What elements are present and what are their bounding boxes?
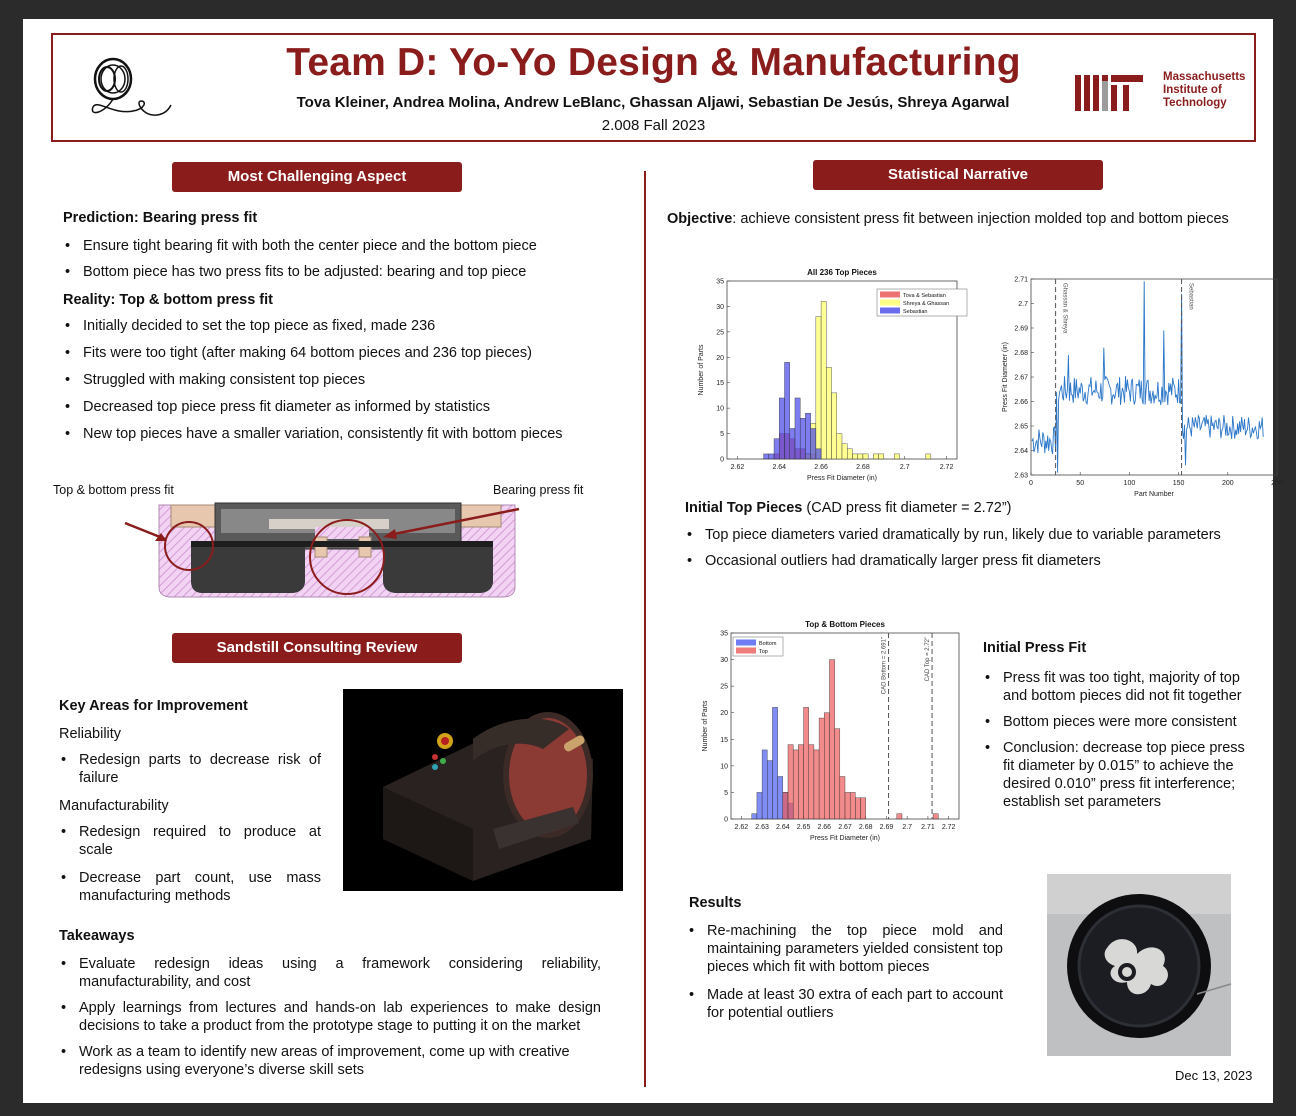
y-tick-label: 10 bbox=[720, 763, 728, 771]
histogram-bar bbox=[835, 729, 840, 819]
histogram-bar bbox=[926, 454, 931, 459]
x-tick-label: 2.66 bbox=[817, 824, 832, 831]
mit-line-2: Institute of bbox=[1163, 84, 1222, 96]
histogram-top-bottom-pieces bbox=[671, 603, 967, 851]
histogram-bar bbox=[804, 707, 809, 819]
x-tick-label: 2.64 bbox=[776, 824, 790, 831]
legend-swatch bbox=[880, 300, 900, 306]
histogram-bar bbox=[816, 317, 821, 459]
y-tick-label: 5 bbox=[724, 789, 728, 797]
legend-label: Shreya & Ghassan bbox=[903, 301, 950, 307]
objective-label: Objective bbox=[667, 211, 733, 227]
takeaways-heading: Takeaways bbox=[59, 928, 135, 944]
x-tick-label: 2.68 bbox=[858, 824, 873, 831]
list-item: • Bottom pieces were more consistent bbox=[983, 713, 1257, 731]
mit-wordmark bbox=[1163, 71, 1245, 110]
list-item: • Evaluate redesign ideas using a framework considering reliability, manufacturability, and cost bbox=[59, 955, 601, 991]
histogram-bar bbox=[861, 798, 866, 819]
x-tick-label: 2.72 bbox=[939, 464, 954, 471]
x-tick-label: 250 bbox=[1271, 480, 1283, 487]
histogram-bar bbox=[814, 750, 819, 819]
histogram-bar bbox=[785, 362, 790, 459]
histogram-bar bbox=[852, 454, 857, 459]
histogram-bar bbox=[764, 454, 769, 459]
histogram-bar bbox=[855, 798, 860, 819]
histogram-bar bbox=[778, 776, 783, 819]
histogram-bar bbox=[767, 761, 772, 819]
reality-list bbox=[63, 317, 633, 443]
histogram-bar bbox=[788, 745, 793, 819]
y-tick-label: 5 bbox=[720, 431, 724, 439]
histogram-bar bbox=[894, 454, 899, 459]
list-item: • Work as a team to identify new areas of improvement, come up with creative redesigns using everyone’s diverse skill sets bbox=[59, 1043, 601, 1079]
histogram-bar bbox=[798, 745, 803, 819]
histogram-bar bbox=[845, 792, 850, 819]
chart-title: Top & Bottom Pieces bbox=[805, 620, 885, 629]
initial-top-heading: Initial Top Pieces bbox=[685, 500, 803, 516]
list-item: • Occasional outliers had dramatically larger press fit diameters bbox=[685, 552, 1265, 570]
y-tick-label: 2.65 bbox=[1014, 423, 1028, 431]
histogram-bar bbox=[897, 814, 902, 819]
banner-consulting bbox=[172, 633, 462, 663]
yoyo-product-photo bbox=[1047, 874, 1231, 1056]
histogram-bar bbox=[933, 814, 938, 819]
x-tick-label: 2.67 bbox=[838, 824, 852, 831]
list-item: • Redesign parts to decrease risk of failure bbox=[59, 751, 321, 787]
list-item: • Conclusion: decrease top piece press fit diameter by 0.015” to achieve the desired 0.010” press fit interference; establish set parameters bbox=[983, 739, 1257, 811]
list-item: • Re-machining the top piece mold and maintaining parameters yielded consistent top pieces which fit with bottom pieces bbox=[687, 922, 1003, 976]
reliability-list bbox=[59, 751, 321, 787]
y-tick-label: 2.66 bbox=[1014, 399, 1028, 406]
x-tick-label: 2.68 bbox=[856, 464, 870, 471]
list-item: • Apply learnings from lectures and hands-on lab experiences to make design decisions to take a product from the prototype stage to putting it on the market bbox=[59, 999, 601, 1035]
y-tick-label: 35 bbox=[720, 630, 728, 638]
legend-label: Tova & Sebastian bbox=[903, 293, 946, 299]
x-axis-label: Part Number bbox=[1134, 491, 1174, 498]
x-tick-label: 2.7 bbox=[902, 824, 913, 831]
legend-label: Sebastian bbox=[903, 309, 928, 315]
label-bearing-press-fit: Bearing press fit bbox=[493, 483, 584, 497]
run-label: Ghassan & Shreya bbox=[1061, 283, 1068, 334]
list-item: • Fits were too tight (after making 64 bottom pieces and 236 top pieces) bbox=[63, 344, 633, 362]
list-item: • New top pieces have a smaller variation, consistently fit with bottom pieces bbox=[63, 425, 633, 443]
objective-text: : achieve consistent press fit between injection molded top and bottom pieces bbox=[732, 211, 1229, 227]
x-tick-label: 2.63 bbox=[755, 824, 769, 831]
histogram-bar bbox=[826, 367, 831, 459]
histogram-bar bbox=[829, 660, 834, 819]
histogram-bar bbox=[800, 418, 805, 459]
y-tick-label: 25 bbox=[716, 329, 724, 337]
reality-heading: Reality: Top & bottom press fit bbox=[63, 292, 273, 308]
histogram-bar bbox=[858, 454, 863, 459]
histogram-bar bbox=[863, 454, 868, 459]
histogram-bar bbox=[779, 398, 784, 459]
x-axis-label: Press Fit Diameter (in) bbox=[809, 835, 881, 842]
histogram-bar bbox=[821, 301, 826, 459]
y-tick-label: 30 bbox=[720, 657, 728, 665]
histogram-bar bbox=[769, 454, 774, 459]
y-tick-label: 2.63 bbox=[1014, 472, 1028, 480]
histogram-bar bbox=[879, 454, 884, 459]
x-tick-label: 2.62 bbox=[730, 464, 745, 471]
initial-top-note: (CAD press fit diameter = 2.72”) bbox=[802, 500, 1012, 516]
poster-header bbox=[51, 33, 1256, 142]
y-tick-label: 0 bbox=[724, 816, 728, 824]
x-tick-label: 2.66 bbox=[814, 464, 828, 471]
press-fit-heading: Initial Press Fit bbox=[983, 640, 1087, 656]
histogram-bar bbox=[774, 439, 779, 459]
y-tick-label: 20 bbox=[716, 354, 724, 362]
histogram-bar bbox=[795, 398, 800, 459]
histogram-bar bbox=[811, 428, 816, 459]
poster-title: Team D: Yo-Yo Design & Manufacturing bbox=[286, 41, 1021, 84]
y-axis-label: Number of Parts bbox=[698, 344, 705, 396]
y-tick-label: 35 bbox=[716, 278, 724, 286]
y-tick-label: 10 bbox=[716, 405, 724, 413]
histogram-bar bbox=[783, 792, 788, 819]
histogram-bar bbox=[790, 428, 795, 459]
reference-line-label: CAD Bottom = 2.691” bbox=[881, 637, 888, 695]
histogram-bar bbox=[847, 449, 852, 459]
initial-top-line bbox=[685, 499, 1012, 517]
x-tick-label: 2.62 bbox=[734, 824, 749, 831]
x-tick-label: 50 bbox=[1076, 480, 1085, 487]
manufacturability-heading: Manufacturability bbox=[59, 798, 169, 814]
legend-swatch bbox=[736, 640, 756, 646]
poster-date: Dec 13, 2023 bbox=[1175, 1068, 1253, 1083]
line-chart-press-fit-by-part bbox=[971, 251, 1283, 498]
list-item: • Press fit was too tight, majority of top and bottom pieces did not fit together bbox=[983, 669, 1257, 705]
y-tick-label: 2.71 bbox=[1014, 276, 1028, 284]
list-item: • Decreased top piece press fit diameter as informed by statistics bbox=[63, 398, 633, 416]
y-tick-label: 15 bbox=[720, 736, 728, 744]
key-areas-heading: Key Areas for Improvement bbox=[59, 698, 248, 714]
y-tick-label: 15 bbox=[716, 380, 724, 388]
y-tick-label: 2.68 bbox=[1014, 350, 1028, 357]
x-tick-label: 2.69 bbox=[879, 824, 894, 831]
histogram-bar bbox=[850, 792, 855, 819]
histogram-bar bbox=[805, 413, 810, 459]
objective-line bbox=[667, 210, 1267, 228]
results-heading: Results bbox=[689, 895, 742, 911]
x-tick-label: 200 bbox=[1221, 480, 1234, 487]
x-tick-label: 150 bbox=[1172, 480, 1185, 487]
list-item: • Struggled with making consistent top pieces bbox=[63, 371, 633, 389]
mit-line-3: Technology bbox=[1163, 97, 1227, 109]
y-axis-label: Press Fit Diameter (in) bbox=[1002, 341, 1009, 413]
list-item: • Bottom piece has two press fits to be adjusted: bearing and top piece bbox=[63, 263, 623, 281]
histogram-bar bbox=[809, 745, 814, 819]
y-tick-label: 2.67 bbox=[1014, 374, 1028, 382]
list-item: • Decrease part count, use mass manufacturing methods bbox=[59, 869, 321, 905]
mit-line-1: Massachusetts bbox=[1163, 71, 1246, 83]
manufacturability-list bbox=[59, 823, 321, 905]
legend-label: Bottom bbox=[759, 641, 777, 647]
legend-swatch bbox=[736, 648, 756, 654]
banner-statistical-narrative: Statistical Narrative bbox=[813, 160, 1103, 190]
y-tick-label: 2.64 bbox=[1014, 448, 1028, 455]
list-item: • Made at least 30 extra of each part to account for potential outliers bbox=[687, 986, 1003, 1022]
chart-title: All 236 Top Pieces bbox=[807, 268, 877, 277]
reliability-heading: Reliability bbox=[59, 726, 122, 742]
y-tick-label: 20 bbox=[720, 710, 728, 718]
results-list bbox=[687, 922, 1003, 1022]
prediction-heading: Prediction: Bearing press fit bbox=[63, 210, 258, 226]
histogram-bar bbox=[752, 814, 757, 819]
y-tick-label: 25 bbox=[720, 683, 728, 691]
list-item: • Redesign required to produce at scale bbox=[59, 823, 321, 859]
y-tick-label: 2.69 bbox=[1014, 325, 1028, 333]
press-fit-list bbox=[983, 669, 1257, 811]
x-tick-label: 2.71 bbox=[921, 824, 935, 831]
histogram-bar bbox=[793, 750, 798, 819]
author-list bbox=[203, 94, 1103, 111]
histogram-bar bbox=[772, 707, 777, 819]
mit-logo-icon bbox=[1073, 71, 1153, 115]
x-tick-label: 2.64 bbox=[772, 464, 787, 471]
histogram-bar bbox=[837, 434, 842, 459]
y-tick-label: 0 bbox=[720, 456, 724, 464]
histogram-bar bbox=[842, 444, 847, 459]
histogram-bar bbox=[840, 776, 845, 819]
histogram-bar bbox=[824, 713, 829, 819]
legend-swatch bbox=[880, 308, 900, 314]
list-item: • Ensure tight bearing fit with both the center piece and the bottom piece bbox=[63, 237, 623, 255]
histogram-bar bbox=[757, 792, 762, 819]
y-tick-label: 2.7 bbox=[1018, 301, 1028, 308]
consulting-banner-text: Sandstill Consulting Review bbox=[216, 639, 418, 656]
banner-challenge: Most Challenging Aspect bbox=[172, 162, 462, 192]
legend-label: Top bbox=[759, 649, 768, 655]
legend-swatch bbox=[880, 292, 900, 298]
x-axis-label: Press Fit Diameter (in) bbox=[806, 475, 878, 482]
x-tick-label: 2.65 bbox=[796, 824, 811, 831]
course-label: 2.008 Fall 2023 bbox=[601, 117, 706, 134]
reference-line-label: CAD Top = 2.72” bbox=[925, 637, 932, 682]
histogram-bar bbox=[873, 454, 878, 459]
cross-section-diagram bbox=[53, 497, 613, 619]
y-axis-label: Number of Parts bbox=[702, 700, 709, 752]
histogram-top-pieces bbox=[671, 251, 961, 487]
label-top-bottom-press-fit: Top & bottom press fit bbox=[53, 483, 174, 497]
x-tick-label: 2.72 bbox=[941, 824, 956, 831]
sander-product-photo bbox=[343, 689, 623, 891]
run-label: Sebastian bbox=[1187, 283, 1194, 310]
authors-text: Tova Kleiner, Andrea Molina, Andrew LeBlanc, Ghassan Aljawi, Sebastian De Jesús, Shreya Agarwal bbox=[296, 94, 1010, 111]
initial-top-list bbox=[685, 526, 1265, 570]
poster bbox=[23, 19, 1283, 1103]
column-divider bbox=[644, 171, 646, 1087]
y-tick-label: 30 bbox=[716, 303, 724, 311]
prediction-list bbox=[63, 237, 623, 281]
histogram-bar bbox=[816, 449, 821, 459]
histogram-bar bbox=[762, 750, 767, 819]
takeaways-list bbox=[59, 955, 601, 1079]
histogram-bar bbox=[819, 718, 824, 819]
list-item: • Initially decided to set the top piece as fixed, made 236 bbox=[63, 317, 633, 335]
x-tick-label: 100 bbox=[1123, 480, 1136, 487]
histogram-bar bbox=[832, 393, 837, 459]
list-item: • Top piece diameters varied dramatically by run, likely due to variable parameters bbox=[685, 526, 1265, 544]
x-tick-label: 2.7 bbox=[899, 464, 910, 471]
x-tick-label: 0 bbox=[1029, 480, 1033, 487]
